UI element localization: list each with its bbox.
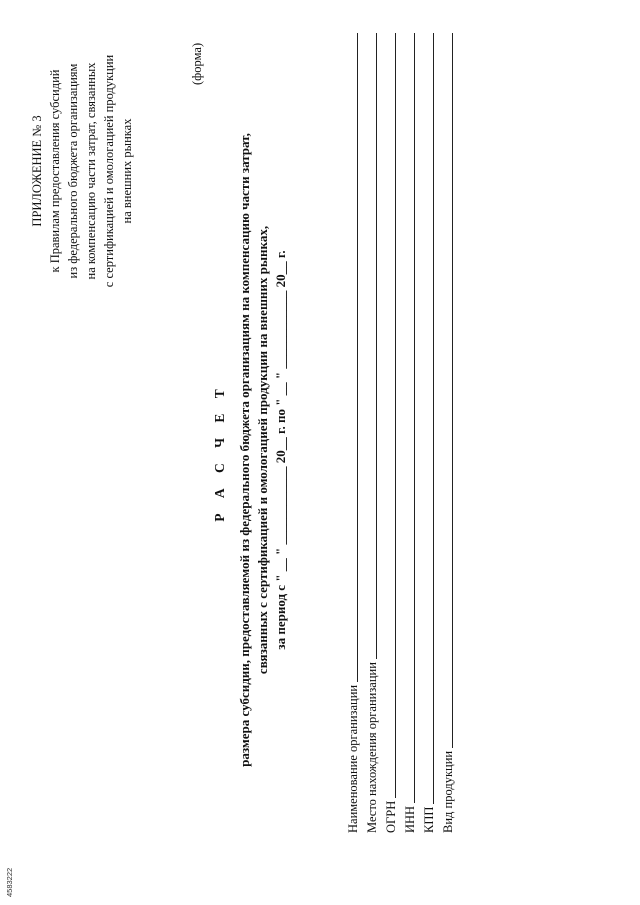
inn-field[interactable] [399, 33, 418, 833]
form-label: (форма) [190, 42, 204, 85]
appendix-line: на компенсацию части затрат, связанных [84, 62, 98, 280]
appendix-line: с сертификацией и омологацией продукции [102, 54, 116, 288]
fill-line[interactable] [395, 33, 396, 798]
field-label: ОГРН [384, 800, 398, 833]
fill-line[interactable] [452, 33, 453, 748]
document-number: 4583222 [5, 867, 14, 897]
fill-line[interactable] [376, 33, 377, 659]
document-title: Р А С Ч Е Т [212, 383, 227, 522]
appendix-line: к Правилам предоставления субсидий [48, 69, 62, 273]
subtitle-line: за период с " __ " ____________ 20__ г. по " __ " ____________ 20__ г. [273, 250, 288, 650]
subtitle-line: связанных с сертификацией и омологацией продукции на внешних рынках, [255, 225, 270, 675]
fill-line[interactable] [357, 33, 358, 682]
product-type-field[interactable] [437, 33, 456, 833]
field-label: ИНН [403, 805, 417, 833]
organization-name-field[interactable] [342, 33, 361, 833]
kpp-field[interactable] [418, 33, 437, 833]
fill-line[interactable] [433, 33, 434, 804]
ogrn-field[interactable] [380, 33, 399, 833]
field-label: КПП [422, 806, 436, 833]
fill-line[interactable] [414, 33, 415, 803]
field-label: Место нахождения организации [365, 662, 379, 833]
organization-fields [342, 33, 456, 833]
appendix-line: из федерального бюджета организациям [66, 63, 80, 279]
field-label: Наименование организации [346, 684, 360, 833]
organization-location-field[interactable] [361, 33, 380, 833]
appendix-line: на внешних рынках [120, 118, 134, 224]
document-subtitle [236, 45, 290, 855]
field-label: Вид продукции [441, 750, 455, 833]
subtitle-line: размера субсидии, предоставляемой из федерального бюджета организациям на компенсацию части затрат, [237, 133, 252, 767]
appendix-line: ПРИЛОЖЕНИЕ № 3 [30, 115, 44, 227]
appendix-header [28, 37, 136, 305]
